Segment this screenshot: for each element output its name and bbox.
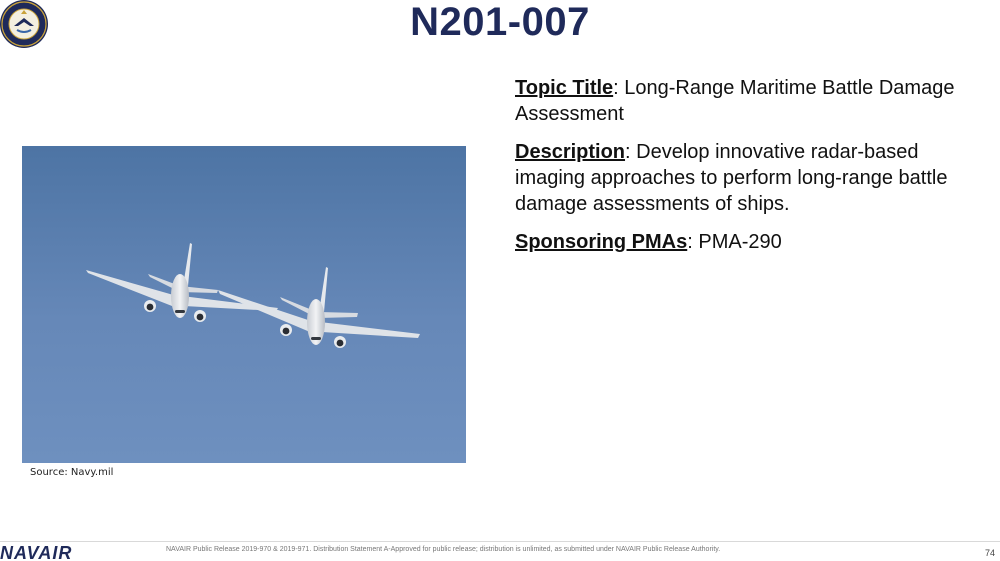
topic-title-text: : Long-Range Maritime Battle Damage Assessment: [515, 77, 955, 125]
topic-title-label: Topic Title: [515, 77, 614, 99]
page-number: 74: [984, 548, 995, 558]
sponsor-paragraph: [515, 229, 985, 255]
footer-divider: [0, 541, 1000, 542]
slide-title: N201-007: [410, 0, 590, 44]
photo-source-caption: Source: Navy.mil: [30, 467, 114, 478]
description-paragraph: [515, 139, 985, 217]
aircraft-left: [86, 243, 278, 322]
aircraft-photo: [22, 146, 466, 463]
navair-logo: NAVAIR: [0, 543, 73, 561]
release-statement: NAVAIR Public Release 2019-970 & 2019-971. Distribution Statement A-Approved for public release; distribution is unlimited, as submitted under NAVAIR Public Release Authority.: [166, 546, 721, 553]
description-label: Description: [515, 141, 626, 163]
topic-title-paragraph: [515, 75, 985, 127]
description-text: : Develop innovative radar-based imaging approaches to perform long-range battle damage assessments of ships.: [515, 141, 948, 215]
sponsor-text: : PMA-290: [687, 231, 782, 253]
topic-info: [515, 75, 985, 267]
sponsor-label: Sponsoring PMAs: [515, 231, 688, 253]
